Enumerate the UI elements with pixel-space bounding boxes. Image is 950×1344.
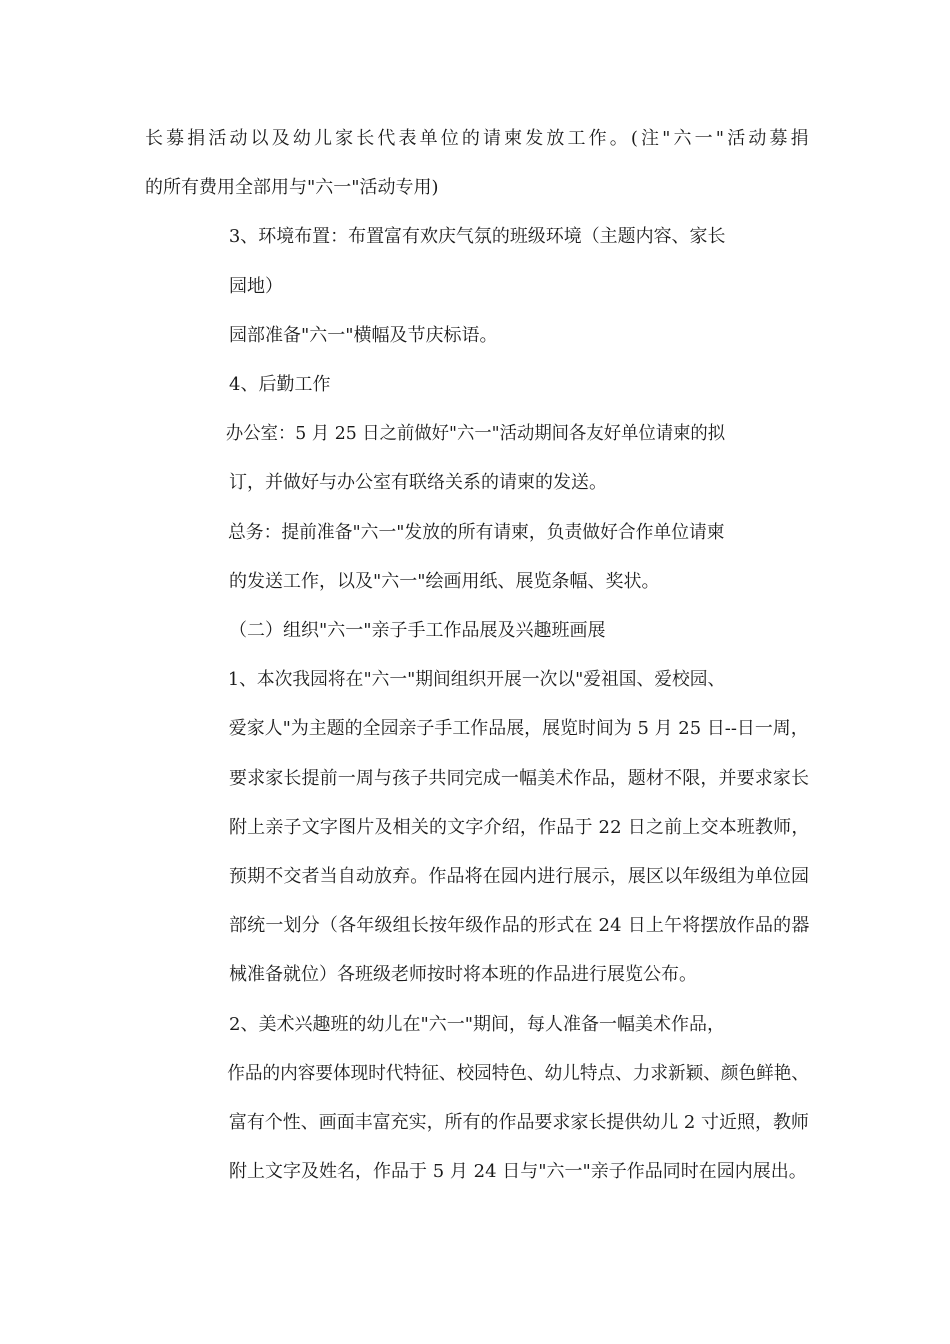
text-line: 1、本次我园将在"六一"期间组织开展一次以"爱祖国、爱校园、 bbox=[227, 669, 726, 691]
text-line: 订，并做好与办公室有联络关系的请柬的发送。 bbox=[229, 472, 607, 494]
paragraph bbox=[145, 114, 812, 212]
text-line: 爱家人"为主题的全园亲子手工作品展，展览时间为 5 月 25 日--日一周， bbox=[228, 718, 809, 740]
text-line: 长募捐活动以及幼儿家长代表单位的请柬发放工作。(注"六一"活动募捐 bbox=[145, 128, 812, 149]
paragraph bbox=[145, 212, 809, 310]
text-line: 办公室：5 月 25 日之前做好"六一"活动期间各友好单位请柬的拟 bbox=[225, 423, 726, 445]
text-line: 4、后勤工作 bbox=[229, 374, 331, 396]
text-line: 的发送工作，以及"六一"绘画用纸、展览条幅、奖状。 bbox=[229, 570, 660, 592]
text-line: 的所有费用全部用与"六一"活动专用) bbox=[145, 177, 439, 199]
paragraph bbox=[145, 409, 809, 507]
text-line: 部统一划分（各年级组长按年级作品的形式在 24 日上午将摆放作品的器 bbox=[229, 915, 810, 937]
document-body bbox=[145, 114, 812, 1196]
text-line: 要求家长提前一周与孩子共同完成一幅美术作品，题材不限，并要求家长 bbox=[229, 767, 810, 789]
text-line: 预期不交者当自动放弃。作品将在园内进行展示，展区以年级组为单位园 bbox=[229, 866, 810, 888]
text-line: 械准备就位）各班级老师按时将本班的作品进行展览公布。 bbox=[229, 964, 697, 986]
paragraph bbox=[145, 606, 809, 655]
paragraph bbox=[145, 1000, 809, 1197]
text-line: 附上亲子文字图片及相关的文字介绍，作品于 22 日之前上交本班教师， bbox=[229, 816, 810, 838]
paragraph bbox=[145, 360, 809, 409]
paragraph bbox=[145, 508, 809, 606]
text-line: 总务：提前准备"六一"发放的所有请柬，负责做好合作单位请柬 bbox=[228, 521, 725, 543]
text-line: 富有个性、画面丰富充实，所有的作品要求家长提供幼儿 2 寸近照，教师 bbox=[228, 1112, 809, 1134]
paragraph bbox=[145, 655, 809, 999]
paragraph bbox=[145, 311, 809, 360]
text-line: 附上文字及姓名，作品于 5 月 24 日与"六一"亲子作品同时在园内展出。 bbox=[229, 1161, 807, 1183]
text-line: 作品的内容要体现时代特征、校园特色、幼儿特点、力求新颖、颜色鲜艳、 bbox=[227, 1062, 810, 1084]
text-line: 3、环境布置：布置富有欢庆气氛的班级环境（主题内容、家长 bbox=[228, 226, 726, 248]
text-line: 2、美术兴趣班的幼儿在"六一"期间，每人准备一幅美术作品， bbox=[229, 1013, 726, 1035]
text-line: 园地） bbox=[229, 275, 283, 297]
text-line: （二）组织"六一"亲子手工作品展及兴趣班画展 bbox=[229, 620, 606, 642]
text-line: 园部准备"六一"横幅及节庆标语。 bbox=[229, 324, 498, 346]
